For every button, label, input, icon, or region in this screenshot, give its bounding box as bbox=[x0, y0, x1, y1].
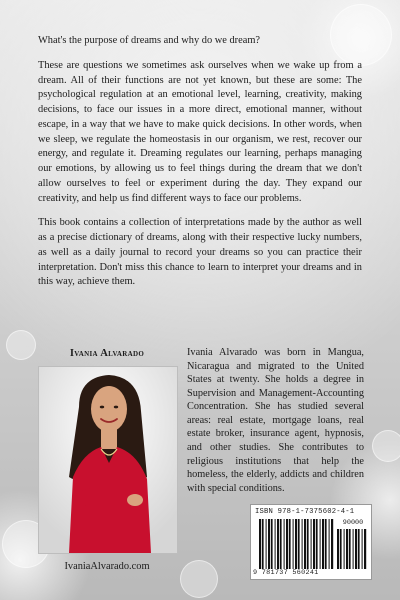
isbn-barcode bbox=[250, 504, 372, 580]
bokeh-light bbox=[180, 560, 218, 598]
back-cover-text bbox=[38, 34, 362, 300]
barcode-addon-number: 90000 bbox=[342, 519, 364, 527]
author-bio: Ivania Alvarado was born in Mangua, Nicaragua and migrated to the United States at twenty. She holds a degree in Supervision and Management-Accounting Concentration. She has studied several areas: real estate, mortgage loans, real estate broker, insurance agent, hypnosis, and other studies. She contributes to religious institutions that help the homeless, the elderly, addicts and children with special conditions. bbox=[187, 347, 364, 494]
author-photo bbox=[38, 366, 178, 554]
opening-question: What's the purpose of dreams and why do we dream? bbox=[38, 35, 261, 46]
addon-bars bbox=[337, 529, 367, 569]
author-name: Ivania Alvarado bbox=[69, 348, 145, 359]
isbn-label: ISBN 978-1-7375602-4-1 bbox=[255, 508, 355, 516]
bokeh-light bbox=[372, 430, 400, 462]
author-website: IvaniaAlvarado.com bbox=[64, 561, 150, 572]
paragraph-functions: These are questions we sometimes ask ourselves when we wake up from a dream. All of their functions are not yet known, but these are some: The psychological regulation at an emotional level, learning, creativity, making decisions, to face our issues in a more direct, emotional manner, without escape, in a way that we have to make quick decisions. In other words, when we sleep, we regulate the homeostasis in our organism, we rest, recover our energy, and regulate it. Dreaming regulates our learning, perhaps managing our emotions, by allowing us to feel things during the dream that we don't allow ourselves to feel or experiment during the day. They expand our creativity, and help us find different ways to face our problems. bbox=[38, 59, 362, 204]
paragraph-book-contents: This book contains a collection of interpretations made by the author as well as a precise dictionary of dreams, along with their respective lucky numbers, as well as a daily journal to record your dreams so you can practice their interpretation. Don't miss this chance to learn to interpret your dreams and in this way, achieve them. bbox=[38, 217, 362, 288]
author-portrait-illustration bbox=[39, 367, 177, 553]
bokeh-light bbox=[6, 330, 36, 360]
barcode-digits: 9 781737 560241 bbox=[253, 569, 319, 577]
ean13-bars bbox=[259, 519, 335, 569]
